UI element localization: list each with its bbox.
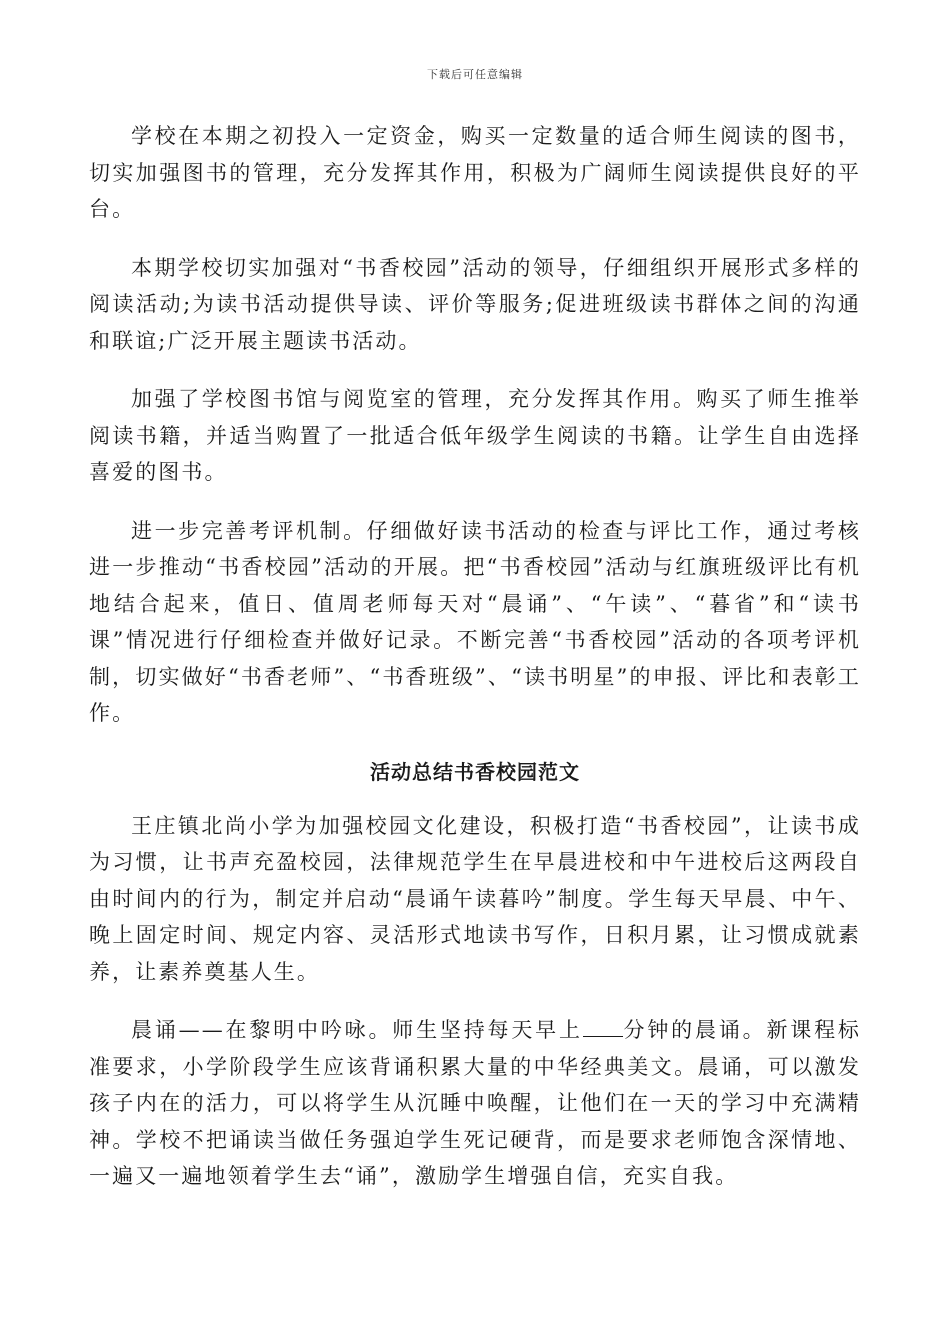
paragraph-morning-recitation xyxy=(89,1012,861,1195)
morning-text-before: 晨诵——在黎明中吟咏。师生坚持每天早上 xyxy=(131,1018,583,1042)
header-note: 下载后可任意编辑 xyxy=(427,68,523,81)
morning-text-after: 分钟的晨诵。新课程标准要求，小学阶段学生应该背诵积累大量的中华经典美文。晨诵，可以激发孩子内在的活力，可以将学生从沉睡中唤醒，让他们在一天的学习中充满精神。学校不把诵读当做任务强迫学生死记硬背，而是要求老师饱含深情地、一遍又一遍地领着学生去“诵”，激励学生增强自信，充实自我。 xyxy=(89,1018,862,1188)
fill-blank xyxy=(583,1018,623,1037)
section-title: 活动总结书香校园范文 xyxy=(370,759,580,784)
paragraph-funding: 学校在本期之初投入一定资金，购买一定数量的适合师生阅读的图书，切实加强图书的管理，充分发挥其作用，积极为广阔师生阅读提供良好的平台。 xyxy=(89,124,861,221)
paragraph-library: 加强了学校图书馆与阅览室的管理，充分发挥其作用。购买了师生推举阅读书籍，并适当购置了一批适合低年级学生阅读的书籍。让学生自由选择喜爱的图书。 xyxy=(89,387,861,484)
document-body xyxy=(89,118,861,1217)
paragraph-leadership: 本期学校切实加强对“书香校园”活动的领导，仔细组织开展形式多样的阅读活动;为读书活动提供导读、评价等服务;促进班级读书群体之间的沟通和联谊;广泛开展主题读书活动。 xyxy=(89,255,861,353)
paragraph-intro: 王庄镇北尚小学为加强校园文化建设，积极打造“书香校园”，让读书成为习惯，让书声充盈校园，法律规范学生在早晨进校和中午进校后这两段自由时间内的行为，制定并启动“晨诵午读暮吟”制度。学生每天早晨、中午、晚上固定时间、规定内容、灵活形式地读书写作，日积月累，让习惯成就素养，让素养奠基人生。 xyxy=(89,813,861,984)
paragraph-evaluation: 进一步完善考评机制。仔细做好读书活动的检查与评比工作，通过考核进一步推动“书香校园”活动的开展。把“书香校园”活动与红旗班级评比有机地结合起来，值日、值周老师每天对“晨诵”、“午读”、“暮省”和“读书课”情况进行仔细检查并做好记录。不断完善“书香校园”活动的各项考评机制，切实做好“书香老师”、“书香班级”、“读书明星”的申报、评比和表彰工作。 xyxy=(89,518,861,725)
